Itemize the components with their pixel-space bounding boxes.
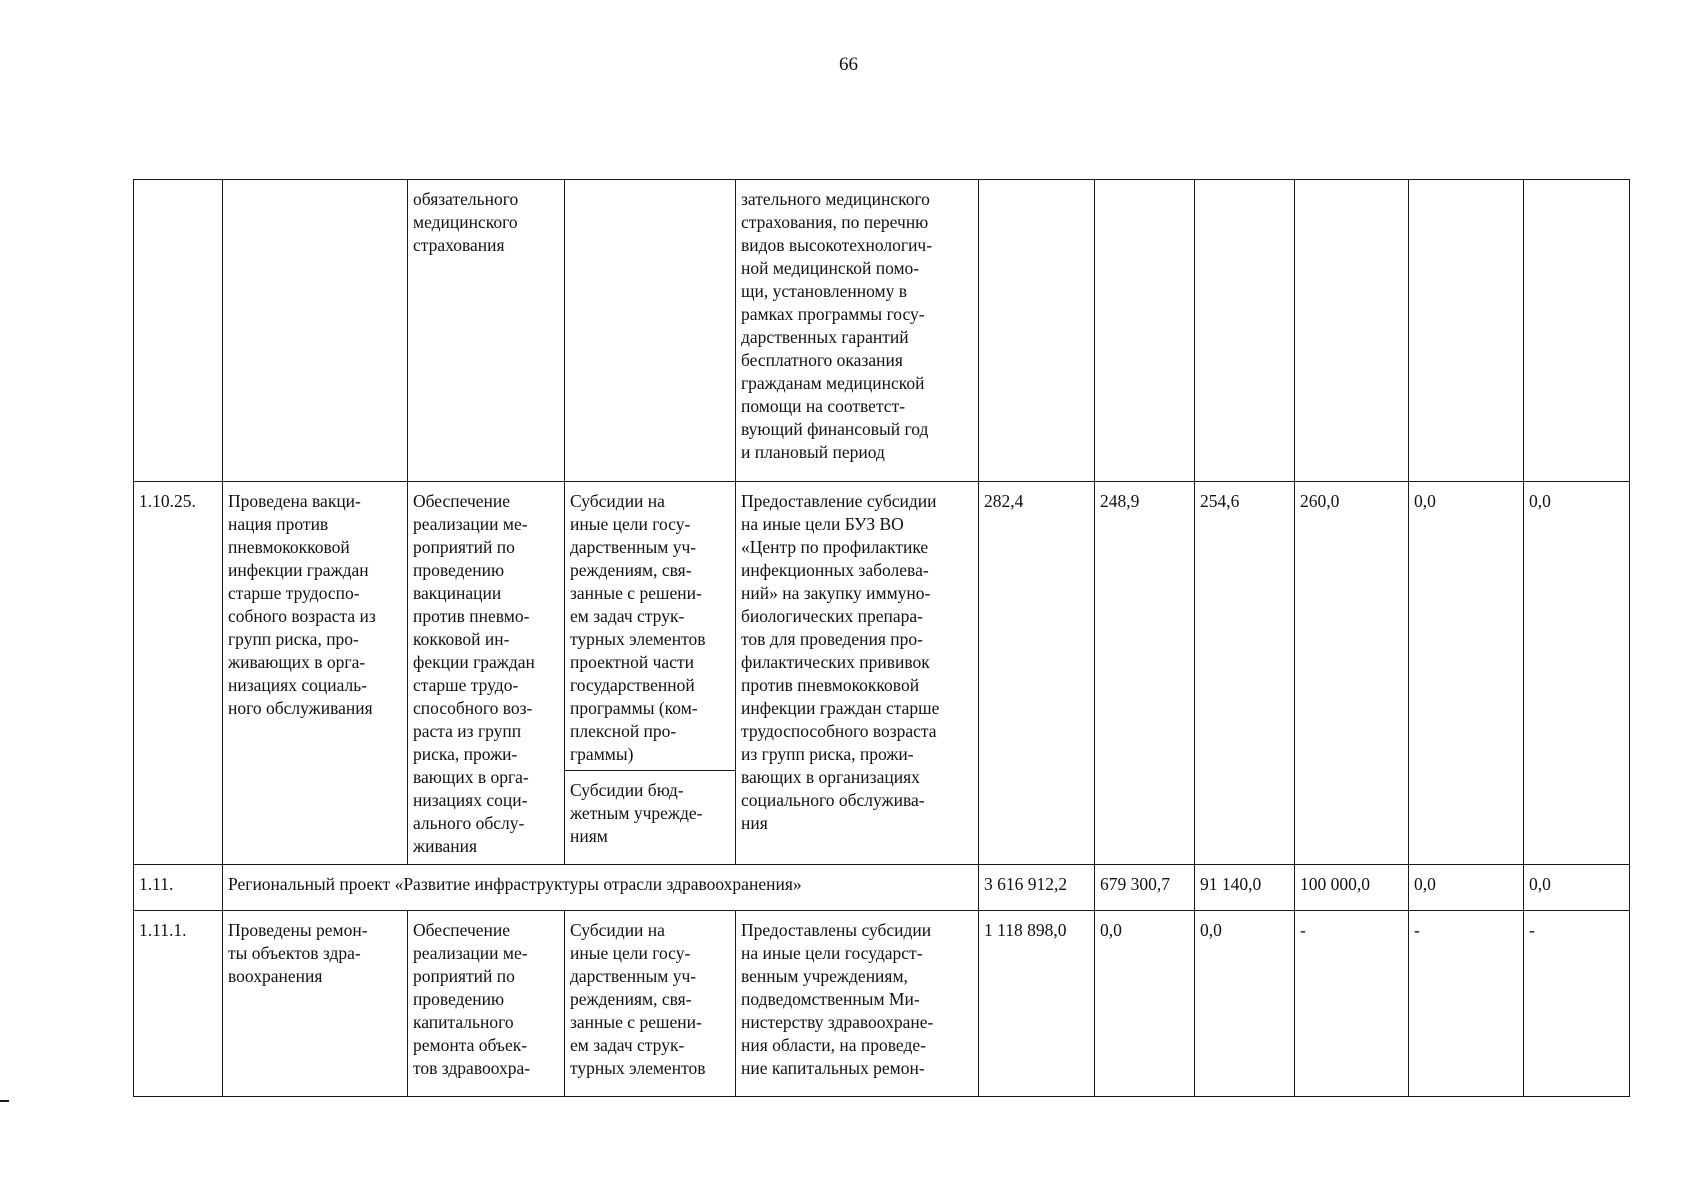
cell-event: Обеспечение реализации ме- роприятий по проведению вакцинации против пневмо- кокковой ин- фекции граждан старше трудо- способного воз- раста из групп риска, прожи- вающих в орга- низациях соци- ального обслу- живания (408, 482, 565, 865)
cell-value: 1 118 898,0 (979, 911, 1095, 1097)
cell-type-b: Субсидии бюд- жетным учрежде- ниям (565, 771, 736, 865)
cell-number: 1.11. (134, 865, 223, 911)
cell-project-title: Региональный проект «Развитие инфраструктуры отрасли здравоохранения» (223, 865, 979, 911)
cell-value (1195, 180, 1295, 482)
cell-value: 0,0 (1409, 865, 1524, 911)
cell-value: 282,4 (979, 482, 1095, 865)
cell-number (134, 180, 223, 482)
cell-result: Проведены ремон- ты объектов здра- воохранения (223, 911, 408, 1097)
cell-value: 248,9 (1095, 482, 1195, 865)
cell-value: - (1409, 911, 1524, 1097)
cell-value: 3 616 912,2 (979, 865, 1095, 911)
cell-type (565, 180, 736, 482)
cell-value (1409, 180, 1524, 482)
cell-value: 0,0 (1195, 911, 1295, 1097)
cell-value: 0,0 (1409, 482, 1524, 865)
cell-type: Субсидии на иные цели госу- дарственным уч- реждениям, свя- занные с решени- ем задач струк- турных элементов (565, 911, 736, 1097)
cell-description: Предоставлены субсидии на иные цели государст- венным учреждениям, подведомственным Ми- нистерству здравоохране- ния области, на проведе- ние капитальных ремон- (736, 911, 979, 1097)
cell-value (1524, 180, 1630, 482)
table-row-continuation (134, 180, 1630, 482)
cell-result: Проведена вакци- нация против пневмококковой инфекции граждан старше трудоспо- собного возраста из групп риска, про- живающих в орга- низациях социаль- ного обслуживания (223, 482, 408, 865)
cell-value: 254,6 (1195, 482, 1295, 865)
cell-value: 0,0 (1524, 482, 1630, 865)
cell-description: Предоставление субсидии на иные цели БУЗ ВО «Центр по профилактике инфекционных заболева- ний» на закупку иммуно- биологических препара- тов для проведения про- филактических прививок против пневмококковой инфекции граждан старше трудоспособного возраста из групп риска, прожи- вающих в организациях социального обслужива- ния (736, 482, 979, 865)
table-row-1-11 (134, 865, 1630, 911)
cell-event: Обеспечение реализации ме- роприятий по проведению капитального ремонта объек- тов здравоохра- (408, 911, 565, 1097)
cell-number: 1.11.1. (134, 911, 223, 1097)
cell-description: зательного медицинского страхования, по перечню видов высокотехнологич- ной медицинской помо- щи, установленному в рамках программы госу- дарственных гарантий бесплатного оказания гражданам медицинской помощи на соответст- вующий финансовый год и плановый период (736, 180, 979, 482)
cell-value: 0,0 (1095, 911, 1195, 1097)
cell-value (1295, 180, 1409, 482)
page-number: 66 (839, 54, 858, 75)
cell-type-a: Субсидии на иные цели госу- дарственным уч- реждениям, свя- занные с решени- ем задач струк- турных элементов проектной части государственной программы (ком- плексной про- граммы) (565, 482, 736, 771)
cell-number: 1.10.25. (134, 482, 223, 865)
cell-value: - (1524, 911, 1630, 1097)
cell-value (979, 180, 1095, 482)
cell-value: 260,0 (1295, 482, 1409, 865)
cell-value: 91 140,0 (1195, 865, 1295, 911)
cell-value: 679 300,7 (1095, 865, 1195, 911)
cell-value (1095, 180, 1195, 482)
table-row-1-11-1 (134, 911, 1630, 1097)
cell-event: обязательного медицинского страхования (408, 180, 565, 482)
cell-value: 100 000,0 (1295, 865, 1409, 911)
table-row-1-10-25 (134, 482, 1630, 771)
program-measures-table (133, 179, 1630, 1097)
scan-margin-mark (0, 1100, 9, 1102)
cell-value: - (1295, 911, 1409, 1097)
cell-value: 0,0 (1524, 865, 1630, 911)
cell-result (223, 180, 408, 482)
